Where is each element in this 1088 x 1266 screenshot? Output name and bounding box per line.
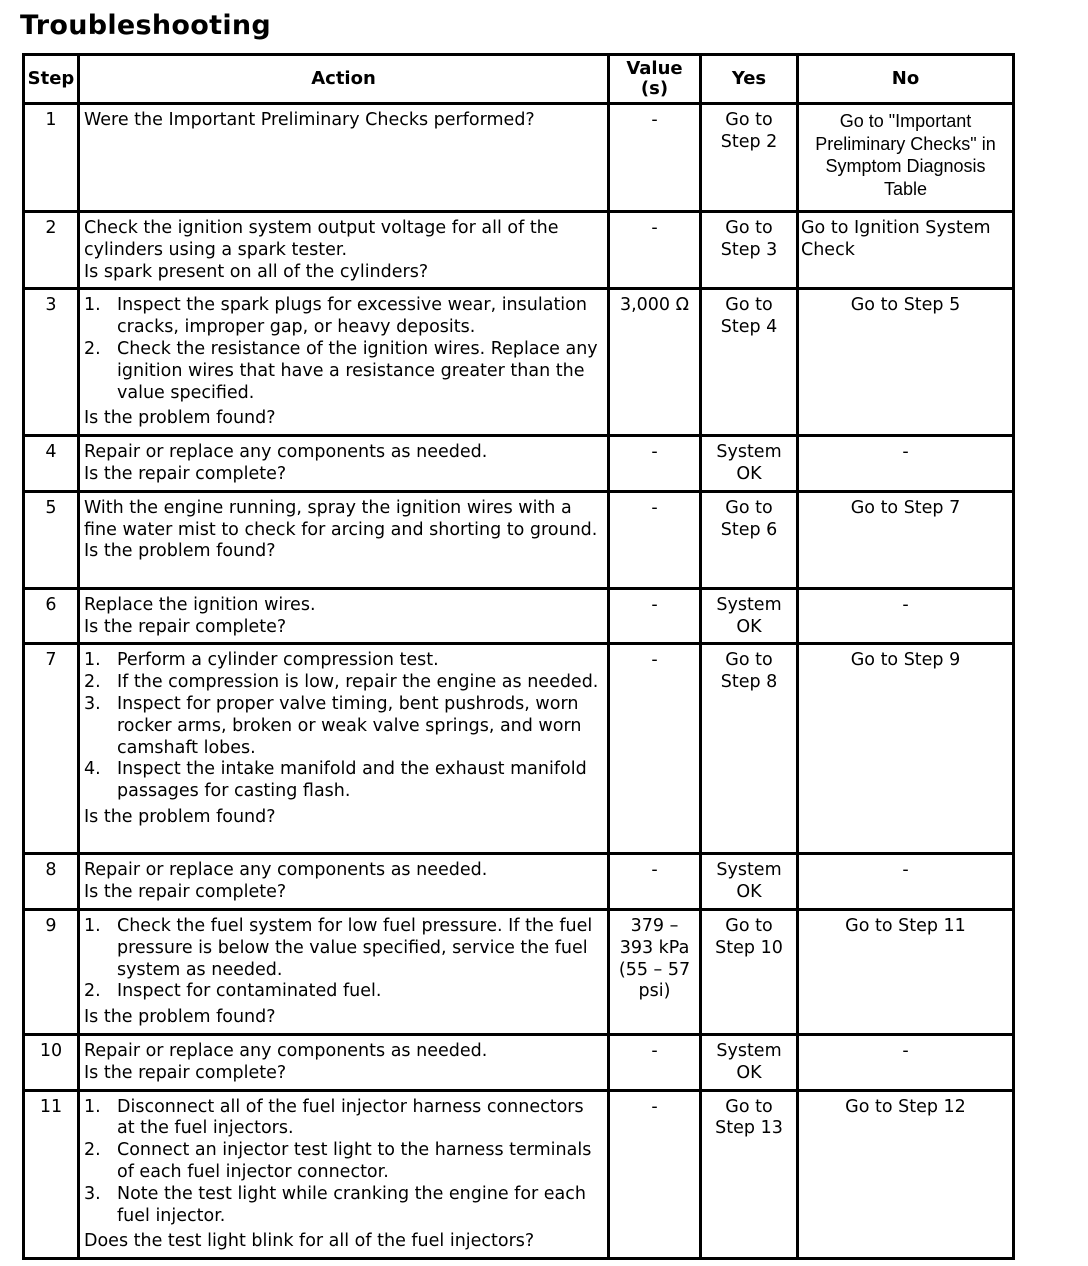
action-question: Is spark present on all of the cylinders?: [84, 261, 429, 282]
action-question: Is the problem found?: [84, 541, 276, 562]
no-cell: Go to Ignition System Check: [798, 212, 1014, 289]
value-cell: 379 – 393 kPa (55 – 57 psi): [609, 909, 701, 1034]
action-cell: Repair or replace any components as needed. Is the repair complete?: [79, 1034, 609, 1090]
value-cell: -: [609, 436, 701, 492]
table-row: [24, 212, 1014, 289]
table-row: [24, 1090, 1014, 1259]
action-item: 3. Inspect for proper valve timing, bent pushrods, worn rocker arms, broken or weak valve springs, and worn camshaft lobes.: [84, 693, 582, 758]
action-cell: Check the ignition system output voltage for all of the cylinders using a spark tester. Is spark present on all of the cylinders?: [79, 212, 609, 289]
action-item: 2. Inspect for contaminated fuel.: [84, 981, 382, 1002]
no-cell: -: [798, 436, 1014, 492]
step-number: 1: [24, 104, 79, 212]
yes-cell: Go to Step 13: [701, 1090, 798, 1259]
table-row: [24, 104, 1014, 212]
yes-cell: System OK: [701, 436, 798, 492]
action-cell: [79, 909, 609, 1034]
value-cell: -: [609, 1034, 701, 1090]
value-cell: -: [609, 1090, 701, 1259]
action-question: Is the repair complete?: [84, 882, 287, 903]
no-cell: Go to "Important Preliminary Checks" in Symptom Diagnosis Table: [798, 104, 1014, 212]
step-number: 7: [24, 644, 79, 854]
table-row: [24, 491, 1014, 588]
no-cell: -: [798, 588, 1014, 644]
yes-cell: System OK: [701, 854, 798, 910]
action-question: Is the problem found?: [84, 408, 276, 429]
value-cell: -: [609, 212, 701, 289]
step-number: 4: [24, 436, 79, 492]
action-question: Is the problem found?: [84, 806, 276, 827]
action-item: 2. If the compression is low, repair the engine as needed.: [84, 672, 599, 693]
action-cell: [79, 289, 609, 436]
value-cell: -: [609, 588, 701, 644]
action-cell: Repair or replace any components as needed. Is the repair complete?: [79, 436, 609, 492]
action-item: 1. Disconnect all of the fuel injector harness connectors at the fuel injectors.: [84, 1096, 584, 1139]
yes-cell: Go to Step 3: [701, 212, 798, 289]
table-row: [24, 588, 1014, 644]
table-row: [24, 1034, 1014, 1090]
no-cell: Go to Step 12: [798, 1090, 1014, 1259]
step-number: 3: [24, 289, 79, 436]
no-cell: Go to Step 5: [798, 289, 1014, 436]
action-cell: [79, 1090, 609, 1259]
step-number: 10: [24, 1034, 79, 1090]
action-cell: With the engine running, spray the ignition wires with a fine water mist to check for arcing and shorting to ground. Is the problem found?: [79, 491, 609, 588]
action-item: 1. Inspect the spark plugs for excessive wear, insulation cracks, improper gap, or heavy deposits.: [84, 295, 587, 338]
action-question: Is the repair complete?: [84, 463, 287, 484]
table-row: [24, 644, 1014, 854]
step-number: 8: [24, 854, 79, 910]
yes-cell: Go to Step 10: [701, 909, 798, 1034]
step-number: 6: [24, 588, 79, 644]
action-question: Is the repair complete?: [84, 616, 287, 637]
value-cell: -: [609, 104, 701, 212]
value-cell: 3,000 Ω: [609, 289, 701, 436]
no-cell: -: [798, 1034, 1014, 1090]
action-question: Is the problem found?: [84, 1007, 276, 1028]
yes-cell: System OK: [701, 1034, 798, 1090]
header-action: Action: [79, 55, 609, 104]
table-row: [24, 909, 1014, 1034]
yes-cell: Go to Step 4: [701, 289, 798, 436]
yes-cell: Go to Step 6: [701, 491, 798, 588]
step-number: 9: [24, 909, 79, 1034]
action-cell: Replace the ignition wires. Is the repair complete?: [79, 588, 609, 644]
step-number: 11: [24, 1090, 79, 1259]
table-row: [24, 854, 1014, 910]
value-cell: -: [609, 854, 701, 910]
action-item: 2. Check the resistance of the ignition wires. Replace any ignition wires that have a resistance greater than the value specified.: [84, 338, 598, 403]
action-item: 3. Note the test light while cranking the engine for each fuel injector.: [84, 1183, 586, 1226]
action-item: 1. Check the fuel system for low fuel pressure. If the fuel pressure is below the value specified, service the fuel system as needed.: [84, 915, 593, 980]
header-row: [24, 55, 1014, 104]
no-cell: Go to Step 11: [798, 909, 1014, 1034]
yes-cell: System OK: [701, 588, 798, 644]
page-title: Troubleshooting: [20, 10, 272, 41]
no-cell: Go to Step 9: [798, 644, 1014, 854]
no-cell: Go to Step 7: [798, 491, 1014, 588]
troubleshooting-table: [22, 53, 1015, 1260]
table-row: [24, 436, 1014, 492]
action-cell: [79, 644, 609, 854]
yes-cell: Go to Step 8: [701, 644, 798, 854]
value-cell: -: [609, 644, 701, 854]
no-cell: -: [798, 854, 1014, 910]
action-cell: Repair or replace any components as needed. Is the repair complete?: [79, 854, 609, 910]
action-item: 4. Inspect the intake manifold and the exhaust manifold passages for casting flash.: [84, 759, 587, 802]
action-cell: Were the Important Preliminary Checks performed?: [79, 104, 609, 212]
step-number: 2: [24, 212, 79, 289]
header-yes: Yes: [701, 55, 798, 104]
yes-cell: Go to Step 2: [701, 104, 798, 212]
action-item: 2. Connect an injector test light to the harness terminals of each fuel injector connector.: [84, 1140, 592, 1182]
value-cell: -: [609, 491, 701, 588]
header-no: No: [798, 55, 1014, 104]
action-question: Is the repair complete?: [84, 1062, 287, 1083]
table-row: [24, 289, 1014, 436]
action-question: Does the test light blink for all of the fuel injectors?: [84, 1231, 535, 1252]
step-number: 5: [24, 491, 79, 588]
header-value: Value (s): [609, 55, 701, 104]
action-item: 1. Perform a cylinder compression test.: [84, 650, 439, 671]
header-step: Step: [24, 55, 79, 104]
